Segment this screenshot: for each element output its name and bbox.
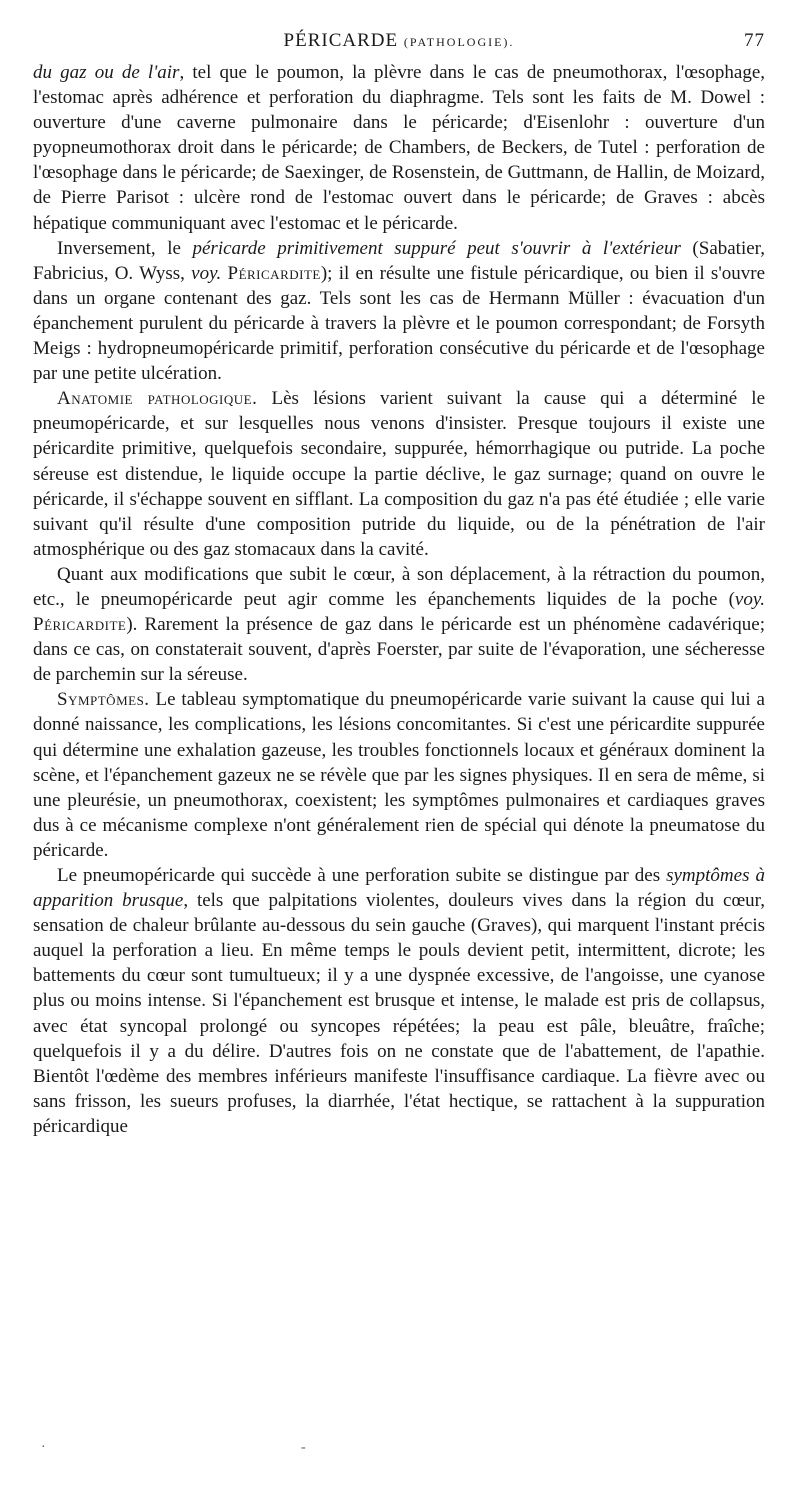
paragraph-5 (33, 687, 765, 863)
paragraph-5-text: Le tableau symptomatique du pneumopéricarde varie suivant la cause qui lui a donné naissance, les complications, les lésions concomitantes. Si c'est une péricardite suppurée qui détermine une exhalation gazeuse, les troubles fonctionnels locaux et généraux dominent la scène, et l'épanchement gazeux ne se révèle que par les signes physiques. Il en sera de même, si une pleurésie, un pneumothorax, coexistent; les symptômes pulmonaires et cardiaques graves dus à ce mécanisme complexe n'ont généralement rien de spécial qui dénote la pneumatose du péricarde. (33, 689, 765, 861)
paragraph-4-end: ). Rarement la présence de gaz dans le péricarde est un phénomène cadavérique; dans ce cas, on constaterait souvent, d'après Foerster, par suite de l'évaporation, une sécheresse de parchemin sur la séreuse. (33, 614, 765, 686)
paragraph-2-start: Inversement, le (57, 237, 193, 259)
header-title: PÉRICARDE (283, 30, 399, 51)
voy-abbrev: voy. (191, 262, 222, 284)
paragraph-6-start: Le pneumopéricarde qui succède à une perforation subite se distingue par des (57, 865, 667, 886)
paragraph-6-italic: symptômes à apparition brusque (33, 865, 765, 912)
paragraph-4-start: Quant aux modifications que subit le cœur, à son déplacement, à la rétraction du poumon, etc., le pneumopéricarde peut agir comme les épanchements liquides de la poche ( (33, 563, 765, 610)
footer-mark-dot: · (41, 1440, 46, 1455)
voy-abbrev: voy. (734, 588, 765, 610)
paragraph-3-text: Lès lésions varient suivant la cause qui a déterminé le pneumopéricarde, et sur lesquelles nous venons d'insister. Presque toujours il existe une péricardite primitive, quelquefois secondaire, suppurée, hémorrhagique ou putride. La poche séreuse est distendue, le liquide occupe la partie déclive, le gaz surnage; quand on ouvre le péricarde, il s'échappe souvent en sifflant. La composition du gaz n'a pas été étudiée ; elle varie suivant qu'il résulte d'une composition putride du liquide, ou de la pénétration de l'air atmosphérique ou des gaz stomacaux dans la cavité. (33, 388, 766, 560)
paragraph-2 (33, 236, 765, 387)
paragraph-6 (33, 863, 765, 1139)
page-number: 77 (744, 30, 765, 51)
paragraph-1-lead: du gaz ou de l'air (33, 62, 180, 83)
cross-reference: Péricardite (227, 262, 321, 284)
running-header (33, 30, 765, 56)
body-text (33, 60, 765, 1139)
paragraph-3 (33, 386, 765, 562)
cross-reference: Péricardite (33, 614, 127, 636)
paragraph-2-italic: péricarde primitivement suppuré peut s'ouvrir à l'extérieur (192, 237, 681, 259)
paragraph-1-text: , tel que le poumon, la plèvre dans le cas de pneumothorax, l'œsophage, l'estomac après adhérence et perforation du diaphragme. Tels sont les faits de M. Dowel : ouverture d'une caverne pulmonaire dans le péricarde; d'Eisenlohr : ouverture d'un pyopneumothorax droit dans le péricarde; de Chambers, de Beckers, de Tutel : perforation de l'œsophage dans le péricarde; de Saexinger, de Rosenstein, de Guttmann, de Hallin, de Moizard, de Pierre Parisot : ulcère rond de l'estomac ouvert dans le péricarde; de Graves : abcès hépatique communiquant avec l'estomac et le péricarde. (33, 62, 766, 234)
running-title (33, 30, 765, 52)
paragraph-1 (33, 60, 765, 236)
header-subtitle: (PATHOLOGIE). (403, 35, 515, 49)
footer-marks (33, 1440, 765, 1460)
section-heading-symptomes: Symptômes. (57, 689, 150, 711)
paragraph-4 (33, 562, 765, 687)
footer-mark-dash: - (301, 1440, 306, 1455)
paragraph-2-mid: (Sabatier, Fabricius, O. Wyss, (33, 237, 765, 284)
paragraph-6-end: , tels que palpitations violentes, douleurs vives dans la région du cœur, sensation de chaleur brûlante au-dessous du sein gauche (Graves), qui marquent l'instant précis auquel la perforation a lieu. En même temps le pouls devient petit, intermittent, dicrote; les battements du cœur sont tumultueux; il y a une dyspnée excessive, de l'angoisse, une cyanose plus ou moins intense. Si l'épanchement est brusque et intense, le malade est pris de collapsus, avec état syncopal prolongé ou syncopes répétées; la peau est pâle, bleuâtre, fraîche; quelquefois il y a du délire. D'autres fois on ne constate que de l'abattement, de l'apathie. Bientôt l'œdème des membres inférieurs manifeste l'insuffisance cardiaque. La fièvre avec ou sans frisson, les sueurs profuses, la diarrhée, l'état hectique, se rattachent à la suppuration péricardique (33, 890, 765, 1137)
section-heading-anatomie: Anatomie pathologique. (57, 388, 258, 410)
paragraph-2-end: ); il en résulte une fistule péricardique, ou bien il s'ouvre dans un organe contenant des gaz. Tels sont les cas de Hermann Müller : évacuation d'un épanchement purulent du péricarde à travers la plèvre et le poumon correspondant; de Forsyth Meigs : hydropneumopéricarde primitif, perforation consécutive du péricarde et de l'œsophage par une petite ulcération. (33, 262, 766, 385)
